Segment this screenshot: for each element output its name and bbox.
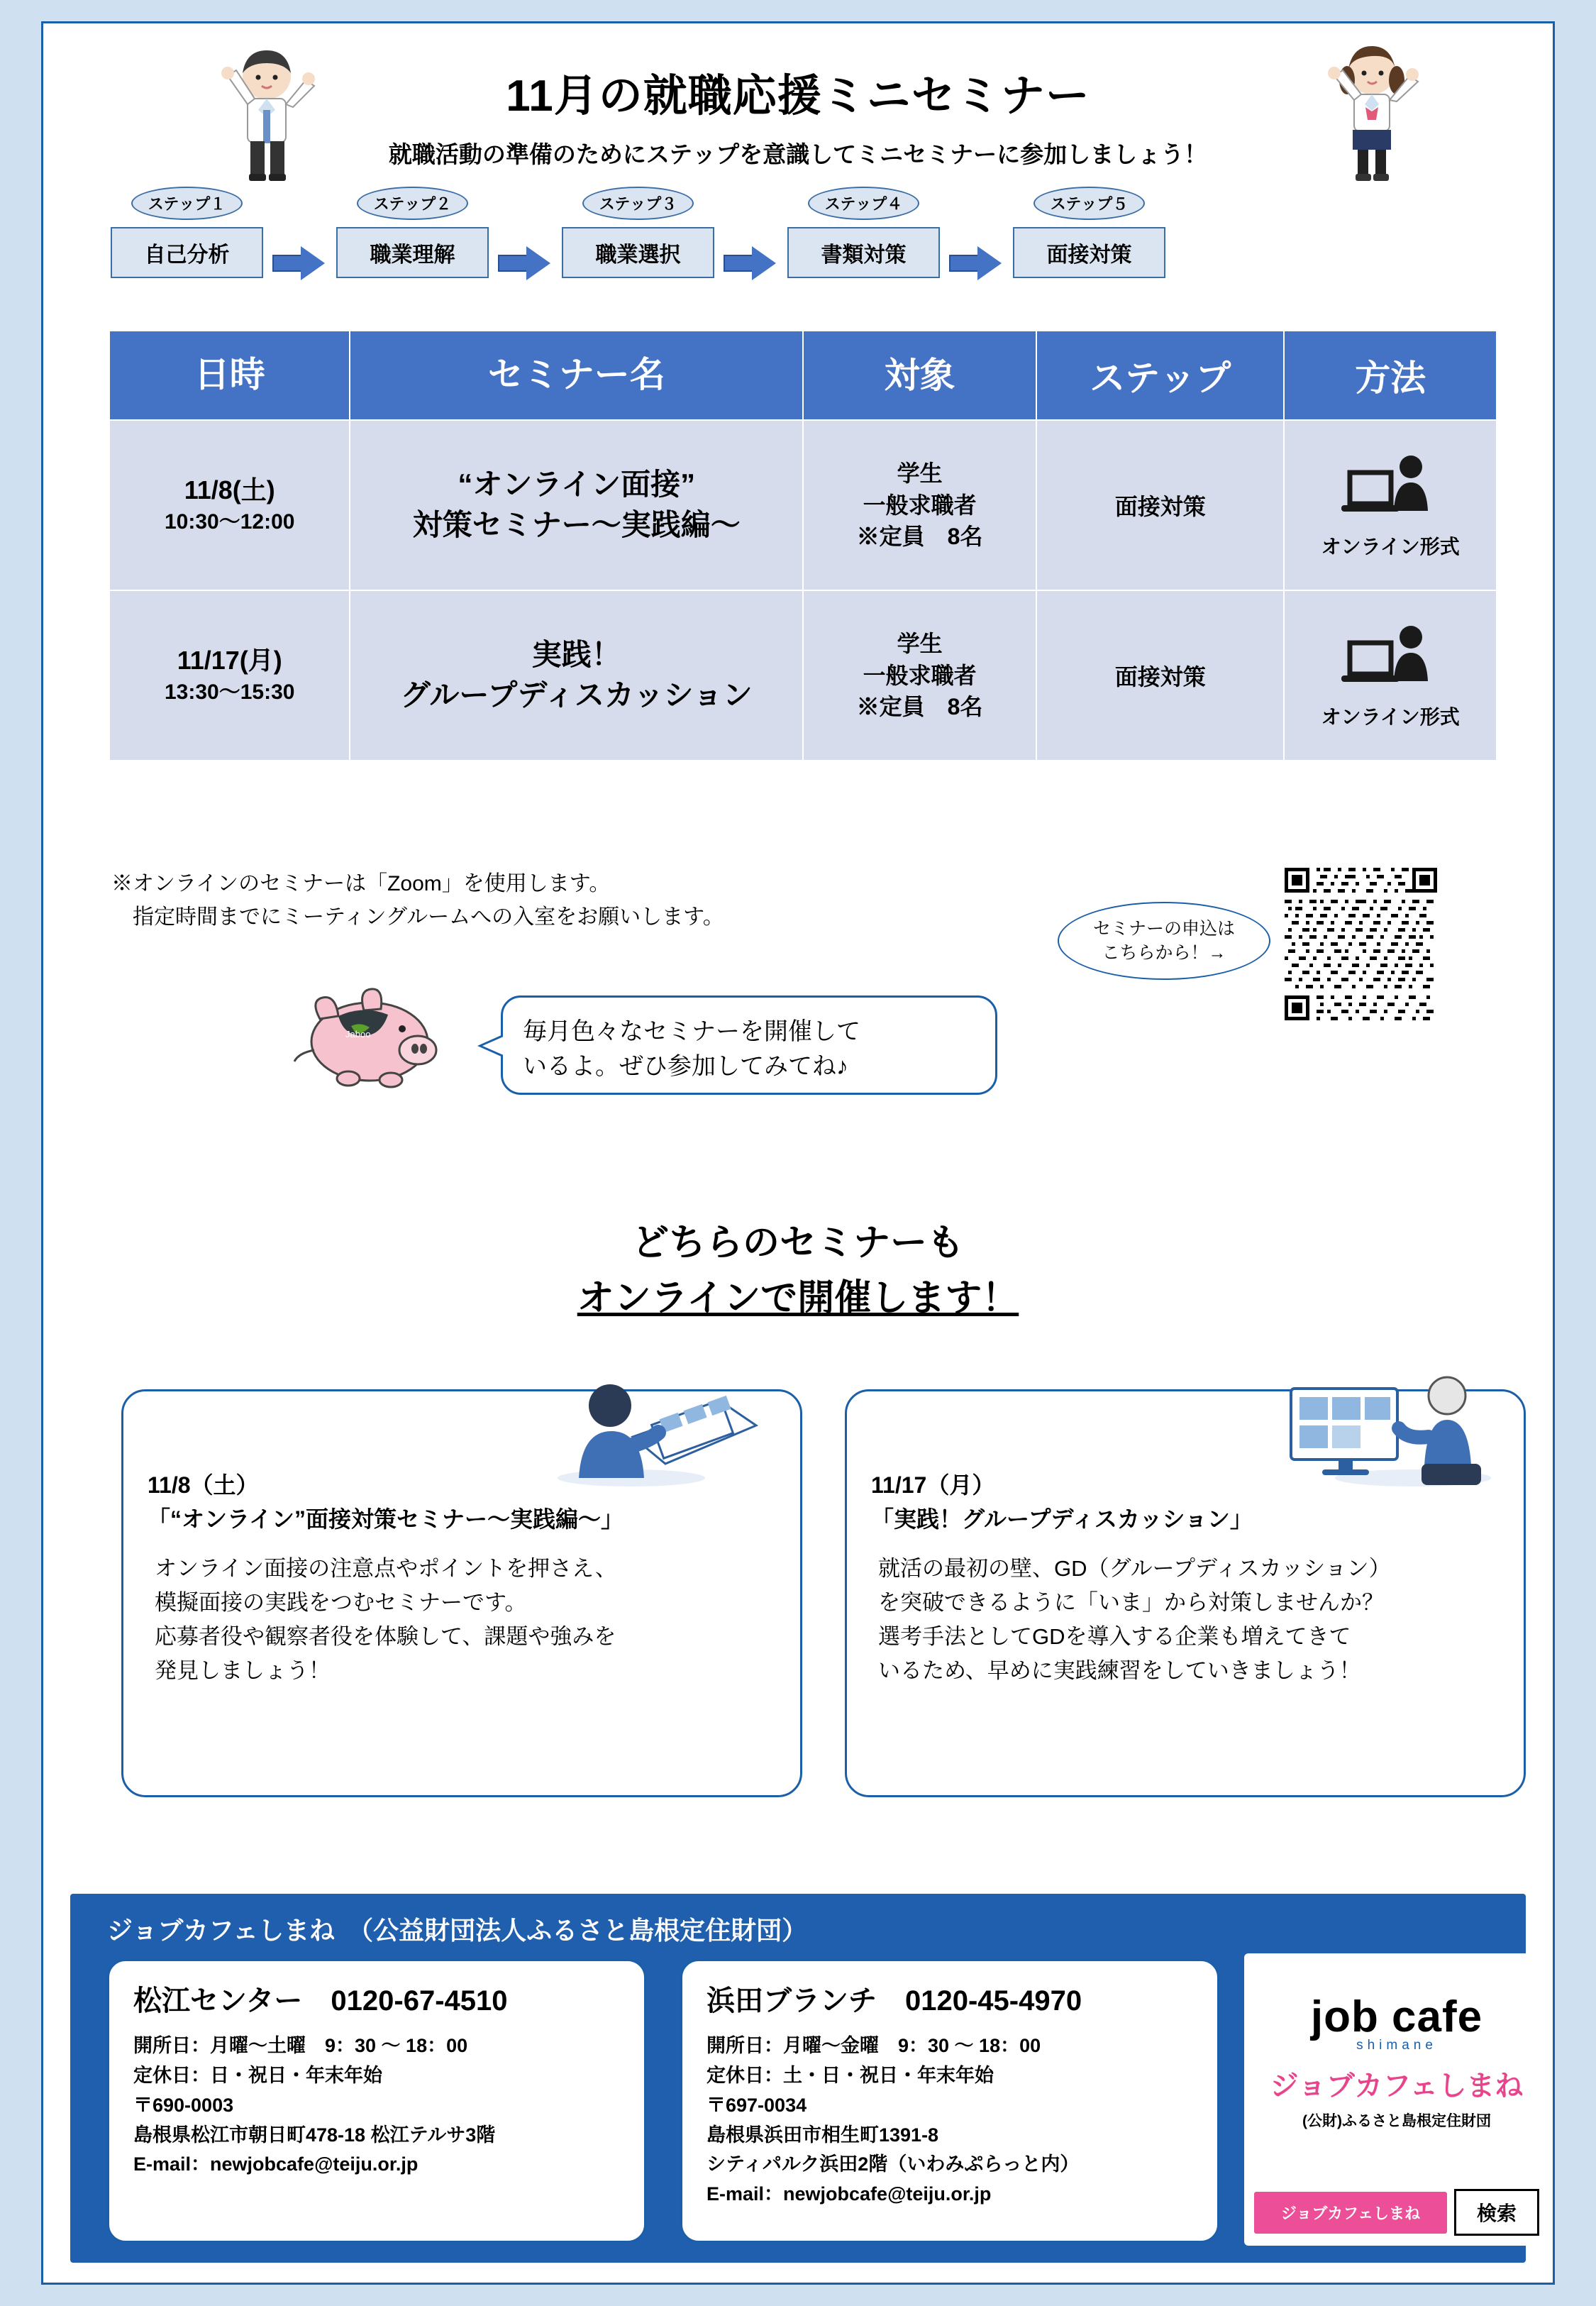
online-banner	[43, 1215, 1553, 1326]
jobcafe-foundation: (公財)ふるさと島根定住財団	[1302, 2113, 1491, 2129]
qr-callout-line1: セミナーの申込は	[1092, 919, 1235, 939]
jobcafe-brand: job cafe	[1310, 1992, 1483, 2041]
card2-body	[847, 1536, 1524, 1688]
col-name: セミナー名	[350, 331, 802, 420]
row1-time: 10:30〜12:00	[165, 510, 295, 534]
step-3-label: 職業選択	[562, 227, 714, 278]
matsue-line-2: 定休日：日・祝日・年末年始	[133, 2064, 382, 2086]
arrow-1-icon	[272, 248, 325, 279]
pig-speech-line2: いるよ。ぜひ参加してみてね♪	[523, 1053, 848, 1081]
cell-step-2: 面接対策	[1036, 590, 1284, 761]
hamada-line-5: シティパルク浜田2階（いわみぷらっと内）	[706, 2153, 1080, 2175]
card2-body-line1: 就活の最初の壁、GD（グループディスカッション）	[878, 1556, 1391, 1581]
step-4	[787, 187, 940, 278]
online-laptop-icon	[1285, 451, 1495, 527]
pig-speech-line1: 毎月色々なセミナーを開催して	[523, 1018, 860, 1045]
hamada-line-4: 島根県浜田市相生町1391-8	[706, 2124, 939, 2146]
student-boy-illustration	[214, 45, 320, 190]
row1-target-line2: 一般求職者	[863, 492, 977, 518]
card2-body-line2: を突破できるように「いま」から対策しませんか？	[878, 1590, 1384, 1616]
step-5-label: 面接対策	[1013, 227, 1165, 278]
card1-body	[123, 1536, 800, 1688]
online-meeting-illustration	[1271, 1359, 1505, 1497]
row1-method-label: オンライン形式	[1321, 535, 1460, 558]
pig-speech-bubble	[501, 995, 997, 1095]
step-1-label: 自己分析	[111, 227, 263, 278]
banner-line2: オンラインで開催します！	[577, 1278, 1019, 1319]
footer-org-name: ジョブカフェしまね （公益財団法人ふるさと島根定住財団）	[107, 1916, 808, 1945]
online-laptop-icon	[1285, 622, 1495, 697]
col-step: ステップ	[1036, 331, 1284, 420]
student-girl-illustration	[1319, 39, 1425, 192]
cell-name-2	[350, 590, 802, 761]
card1-title: 「“オンライン”面接対策セミナー〜実践編〜」	[148, 1506, 624, 1532]
zoom-note-line1: ※オンラインのセミナーは「Zoom」を使用します。	[111, 872, 611, 895]
card2-date: 11/17（月）	[871, 1472, 995, 1498]
row1-target-line1: 学生	[897, 460, 943, 486]
matsue-line-1: 開所日：月曜〜土曜 9：30 〜 18：00	[133, 2035, 468, 2056]
step-2-label: 職業理解	[336, 227, 489, 278]
row2-target-line1: 学生	[897, 630, 943, 656]
row2-method-label: オンライン形式	[1321, 705, 1460, 728]
matsue-title: 松江センター 0120-67-4510	[133, 1985, 508, 2017]
footer	[70, 1894, 1526, 2263]
office-matsue	[107, 1959, 646, 2243]
row2-time: 13:30〜15:30	[165, 680, 295, 705]
row1-name-line1: “オンライン面接”	[458, 468, 696, 502]
page-subtitle: 就職活動の準備のためにステップを意識してミニセミナーに参加しましょう！	[388, 141, 1208, 167]
row2-name-line2: グループディスカッション	[400, 678, 753, 712]
row1-target-line3: ※定員 8名	[856, 524, 983, 550]
card1-body-line1: オンライン面接の注意点やポイントを押さえ、	[155, 1556, 617, 1581]
hamada-line-3: 〒697-0034	[706, 2094, 807, 2116]
table-row	[109, 590, 1497, 761]
hamada-line-6[interactable]: E-mail：newjobcafe@teiju.or.jp	[706, 2183, 992, 2205]
cell-method-1	[1284, 420, 1497, 590]
step-1	[111, 187, 263, 278]
jobcafe-logo-area	[1244, 1953, 1549, 2246]
step-4-badge: ステップ４	[808, 187, 920, 220]
row2-date: 11/17(月)	[177, 646, 282, 675]
arrow-2-icon	[498, 248, 550, 279]
step-5	[1013, 187, 1165, 278]
qr-callout-line2: こちらから！→	[1102, 942, 1226, 963]
zoom-note	[111, 868, 724, 934]
seminar-table	[109, 330, 1497, 761]
zoom-note-line2: 指定時間までにミーティングルームへの入室をお願いします。	[133, 905, 724, 929]
qr-callout	[1058, 902, 1270, 980]
card1-date: 11/8（土）	[148, 1472, 259, 1498]
hamada-title: 浜田ブランチ 0120-45-4970	[706, 1985, 1082, 2017]
arrow-4-icon	[949, 248, 1002, 279]
jobcafe-brand-sub: shimane	[1356, 2038, 1437, 2053]
search-row	[1254, 2189, 1539, 2236]
online-interview-illustration	[548, 1359, 782, 1497]
cell-name-1	[350, 420, 802, 590]
hamada-line-1: 開所日：月曜〜金曜 9：30 〜 18：00	[706, 2035, 1041, 2056]
step-1-badge: ステップ１	[131, 187, 243, 220]
step-5-badge: ステップ５	[1033, 187, 1146, 220]
step-2-badge: ステップ２	[357, 187, 469, 220]
card2-title: 「実践！グループディスカッション」	[871, 1506, 1253, 1532]
qr-code[interactable]	[1285, 868, 1437, 1020]
jobcafe-logo	[1244, 1953, 1549, 2131]
cell-date-2	[109, 590, 350, 761]
poster-page	[41, 21, 1555, 2285]
hamada-line-2: 定休日：土・日・祝日・年末年始	[706, 2064, 994, 2086]
card1-body-line3: 応募者役や観察者役を体験して、課題や強みを	[155, 1624, 616, 1650]
col-target: 対象	[803, 331, 1036, 420]
cell-target-1	[803, 420, 1036, 590]
card2-body-line4: いるため、早めに実践練習をしていきましょう！	[878, 1658, 1361, 1684]
step-2	[336, 187, 489, 278]
cell-target-2	[803, 590, 1036, 761]
banner-line1: どちらのセミナーも	[631, 1223, 964, 1264]
cell-date-1	[109, 420, 350, 590]
col-date: 日時	[109, 331, 350, 420]
card1-body-line4: 発見しましょう！	[155, 1658, 331, 1684]
matsue-line-5[interactable]: E-mail：newjobcafe@teiju.or.jp	[133, 2153, 419, 2175]
matsue-line-3: 〒690-0003	[133, 2094, 234, 2116]
office-hamada	[680, 1959, 1219, 2243]
page-title: 11月の就職応援ミニセミナー	[506, 72, 1090, 121]
card2-body-line3: 選考手法としてGDを導入する企業も増えてきて	[878, 1624, 1351, 1650]
poster-header	[43, 23, 1553, 321]
matsue-details	[109, 2019, 644, 2180]
seminar-detail-card-1	[121, 1389, 802, 1797]
arrow-3-icon	[724, 248, 776, 279]
search-keyword: ジョブカフェしまね	[1254, 2192, 1447, 2234]
row1-date: 11/8(土)	[184, 475, 275, 505]
seminar-detail-card-2	[845, 1389, 1526, 1797]
matsue-line-4: 島根県松江市朝日町478-18 松江テルサ3階	[133, 2124, 496, 2146]
row1-name-line2: 対策セミナー〜実践編〜	[412, 508, 741, 541]
card1-body-line2: 模擬面接の実践をつむセミナーです。	[155, 1590, 527, 1616]
jobcafe-brand-jp: ジョブカフェしまね	[1270, 2070, 1524, 2102]
cell-step-1: 面接対策	[1036, 420, 1284, 590]
step-4-label: 書類対策	[787, 227, 940, 278]
step-3	[562, 187, 714, 278]
col-method: 方法	[1284, 331, 1497, 420]
step-3-badge: ステップ３	[582, 187, 694, 220]
row2-target-line2: 一般求職者	[863, 662, 977, 688]
table-row	[109, 420, 1497, 590]
row2-name-line1: 実践！	[531, 638, 621, 672]
table-header-row	[109, 331, 1497, 420]
hamada-details	[682, 2019, 1217, 2210]
row2-target-line3: ※定員 8名	[856, 694, 983, 720]
pig-mascot-illustration	[277, 985, 455, 1095]
svg-text:Jaboo: Jaboo	[345, 1029, 371, 1039]
search-button[interactable]: 検索	[1454, 2189, 1539, 2236]
step-flow	[111, 187, 1510, 293]
cell-method-2	[1284, 590, 1497, 761]
